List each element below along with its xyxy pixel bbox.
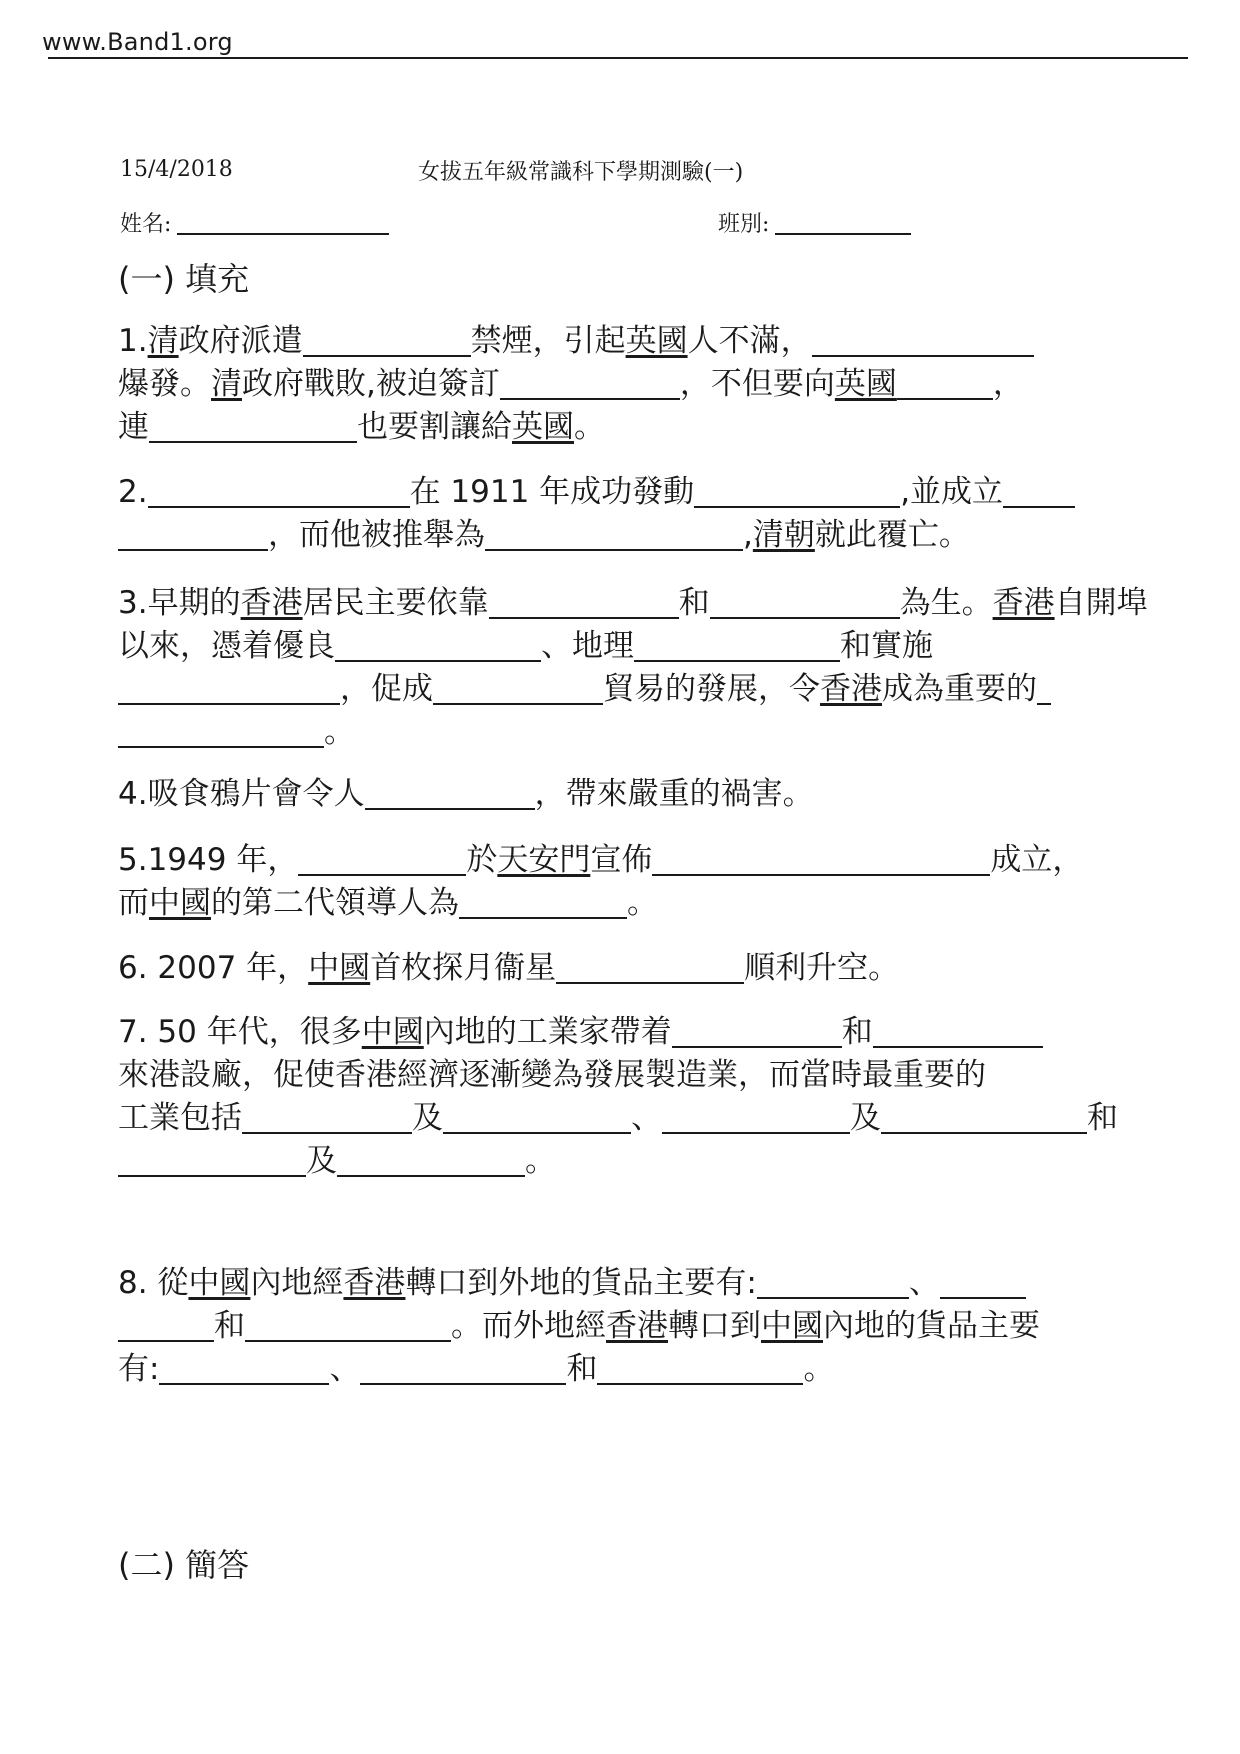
- answer-blank[interactable]: [694, 476, 900, 508]
- answer-blank[interactable]: [242, 1102, 412, 1134]
- answer-blank[interactable]: [337, 1145, 525, 1177]
- answer-blank[interactable]: [335, 630, 541, 662]
- class-row: [718, 207, 911, 238]
- answer-blank[interactable]: [459, 887, 627, 919]
- answer-blank[interactable]: [597, 1353, 803, 1385]
- name-blank[interactable]: [177, 211, 389, 235]
- answer-blank[interactable]: [812, 325, 1034, 357]
- answer-blank[interactable]: [148, 476, 410, 508]
- answer-blank[interactable]: [662, 1102, 850, 1134]
- answer-blank[interactable]: [556, 952, 744, 984]
- answer-blank[interactable]: [873, 1016, 1043, 1048]
- answer-blank[interactable]: [1037, 673, 1051, 705]
- answer-blank[interactable]: [881, 1102, 1087, 1134]
- question-5: 5.1949 年， 於天安門宣佈 成立， 而中國的第二代領導人為 。: [118, 842, 1084, 921]
- answer-blank[interactable]: [940, 1267, 1026, 1299]
- answer-blank[interactable]: [489, 587, 679, 619]
- class-label: 班別:: [718, 212, 770, 237]
- section-short-answer: (二) 簡答: [118, 1546, 250, 1584]
- question-8: 8. 從中國內地經香港轉口到外地的貨品主要有: 、 和 。而外地經香港轉口到中國內地的貨品主要 有: 、 和 。: [118, 1265, 1040, 1387]
- answer-blank[interactable]: [245, 1310, 451, 1342]
- answer-blank[interactable]: [118, 673, 340, 705]
- answer-blank[interactable]: [1003, 476, 1075, 508]
- answer-blank[interactable]: [433, 673, 603, 705]
- section-fill-in: (一) 填充: [118, 260, 250, 298]
- answer-blank[interactable]: [159, 1353, 329, 1385]
- answer-blank[interactable]: [652, 844, 990, 876]
- answer-blank[interactable]: [118, 1145, 306, 1177]
- answer-blank[interactable]: [485, 519, 743, 551]
- answer-blank[interactable]: [443, 1102, 631, 1134]
- answer-blank[interactable]: [710, 587, 900, 619]
- question-2: 2. 在 1911 年成功發動 ,並成立 ，而他被推舉為 ,清朝就此覆亡。: [118, 471, 1168, 557]
- question-1: 1.清政府派遣 禁煙，引起英國人不滿， 爆發。清政府戰敗,被迫簽訂 ，不但要向英國 ， 連 也要割讓給英國。: [118, 320, 1168, 449]
- question-4: 4.吸食鴉片會令人 ，帶來嚴重的禍害。: [118, 776, 814, 812]
- question-7: 7. 50 年代，很多中國內地的工業家帶着 和 來港設廠，促使香港經濟逐漸變為發展製造業，而當時最重要的 工業包括 及 、 及 和 及 。: [118, 1014, 1118, 1179]
- header-rule: [48, 57, 1188, 59]
- answer-blank[interactable]: [149, 411, 357, 443]
- exam-title: 女拔五年級常識科下學期測驗(一): [418, 160, 744, 185]
- answer-blank[interactable]: [298, 844, 466, 876]
- question-6: 6. 2007 年，中國首枚探月衞星 順利升空。: [118, 950, 900, 986]
- name-label: 姓名:: [120, 212, 172, 237]
- answer-blank[interactable]: [118, 716, 324, 748]
- answer-blank[interactable]: [672, 1016, 842, 1048]
- answer-blank[interactable]: [303, 325, 471, 357]
- answer-blank[interactable]: [634, 630, 840, 662]
- answer-blank[interactable]: [365, 778, 535, 810]
- answer-blank[interactable]: [897, 368, 993, 400]
- answer-blank[interactable]: [118, 519, 268, 551]
- answer-blank[interactable]: [757, 1267, 909, 1299]
- answer-blank[interactable]: [360, 1353, 566, 1385]
- answer-blank[interactable]: [118, 1310, 214, 1342]
- name-row: [120, 207, 389, 238]
- class-blank[interactable]: [775, 211, 911, 235]
- exam-date: 15/4/2018: [120, 157, 233, 182]
- site-url: www.Band1.org: [42, 28, 233, 56]
- answer-blank[interactable]: [500, 368, 680, 400]
- question-3: 3.早期的香港居民主要依靠 和 為生。香港自開埠以來，憑着優良 、地理 和實施 ，促成 貿易的發展，令香港成為重要的 。: [118, 585, 1148, 750]
